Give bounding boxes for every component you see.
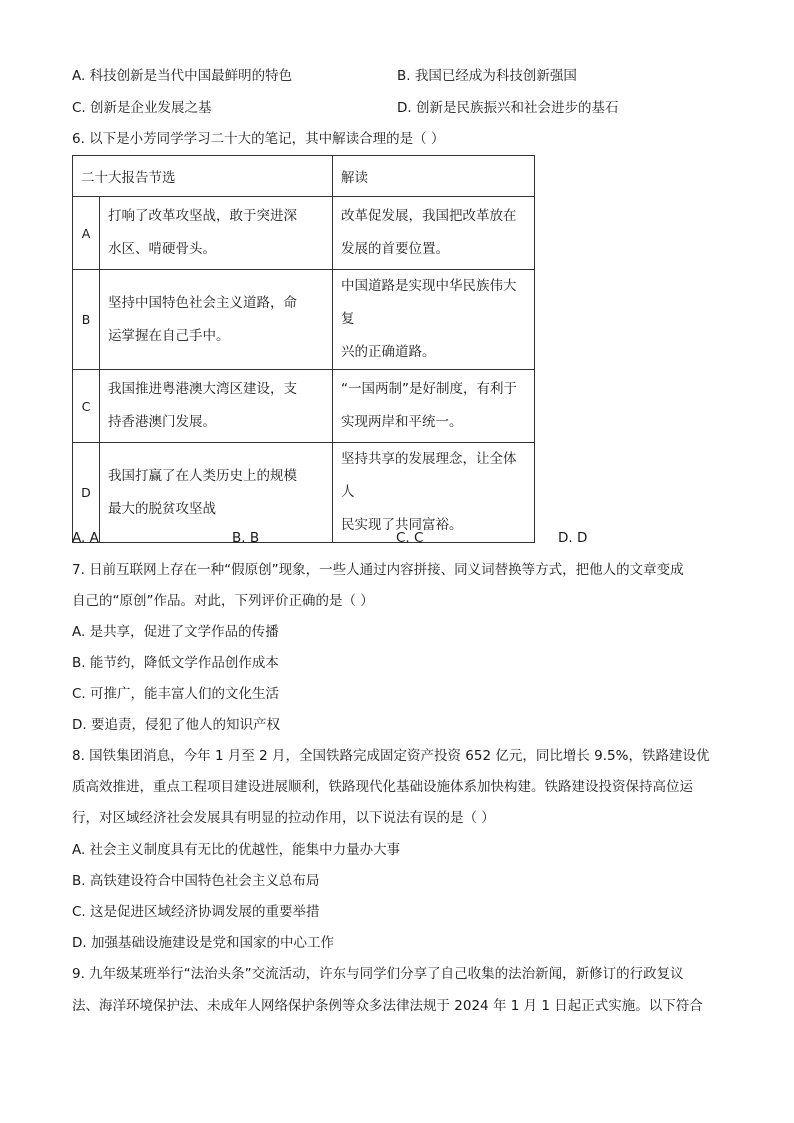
excerpt-line: 我国推进粤港澳大湾区建设，支 [108,381,297,397]
excerpt-line: 坚持中国特色社会主义道路，命 [108,294,297,311]
row-excerpt [100,370,333,443]
q8-stem-line-2: 质高效推进，重点工程项目建设进展顺利，铁路现代化基础设施体系加快构建。铁路建设投资保持高位运 [72,779,693,795]
row-label: C [73,370,100,443]
table-row [73,270,535,370]
q5-option-b: B. 我国已经成为科技创新强国 [397,68,577,84]
q6-option-a: A. A [72,530,99,546]
q7-option-b: B. 能节约，降低文学作品创作成本 [72,655,279,671]
q9-stem-line-2: 法、海洋环境保护法、未成年人网络保护条例等众多法律法规于 2024 年 1 月 1 日起正式实施。以下符合 [72,998,703,1014]
excerpt-line: 运掌握在自己手中。 [108,327,230,344]
row-label: D [73,443,100,543]
interp-line: “一国两制”是好制度，有利于 [341,381,517,397]
row-label: A [73,197,100,270]
q8-option-a: A. 社会主义制度具有无比的优越性，能集中力量办大事 [72,842,401,858]
q6-table [72,155,535,543]
q5-option-d: D. 创新是民族振兴和社会进步的基石 [397,100,619,116]
excerpt-line: 持香港澳门发展。 [108,414,216,430]
q8-stem-line-3: 行，对区域经济社会发展具有明显的拉动作用，以下说法有误的是（ ） [72,810,495,826]
table-row [73,443,535,543]
excerpt-line: 我国打赢了在人类历史上的规模 [108,467,297,484]
interp-line: 中国道路是实现中华民族伟大复 [341,278,517,327]
interp-line: 民实现了共同富裕。 [341,517,463,533]
q7-option-a: A. 是共享，促进了文学作品的传播 [72,624,279,640]
table-row [73,370,535,443]
q7-option-c: C. 可推广，能丰富人们的文化生活 [72,686,280,702]
interp-line: 发展的首要位置。 [341,241,449,257]
q8-stem-line-1: 8. 国铁集团消息，今年 1 月至 2 月，全国铁路完成固定资产投资 652 亿元，同比增长 9.5%，铁路建设优 [72,748,710,764]
q6-table-header [73,156,535,197]
q8-option-b: B. 高铁建设符合中国特色社会主义总布局 [72,873,320,889]
q6-option-b: B. B [232,530,260,546]
row-excerpt [100,270,333,370]
excerpt-line: 最大的脱贫攻坚战 [108,500,216,517]
q6-option-c: C. C [396,530,424,546]
q7-stem-line-1: 7. 日前互联网上存在一种“假原创”现象，一些人通过内容拼接、同义词替换等方式，把他人的文章变成 [72,562,684,578]
q5-option-c: C. 创新是企业发展之基 [72,100,212,116]
q6-header-interpretation: 解读 [333,156,535,197]
excerpt-line: 打响了改革攻坚战，敢于突进深 [108,208,297,224]
q5-option-a: A. 科技创新是当代中国最鲜明的特色 [72,68,293,84]
interp-line: 改革促发展，我国把改革放在 [341,208,517,224]
row-excerpt [100,443,333,543]
q6-stem: 6. 以下是小芳同学学习二十大的笔记，其中解读合理的是（ ） [72,131,445,147]
q6-header-excerpt: 二十大报告节选 [73,156,333,197]
row-interpretation [333,443,535,543]
row-excerpt [100,197,333,270]
q8-option-d: D. 加强基础设施建设是党和国家的中心工作 [72,935,334,951]
excerpt-line: 水区、啃硬骨头。 [108,241,216,257]
row-label: B [73,270,100,370]
row-interpretation [333,270,535,370]
row-interpretation [333,197,535,270]
q8-option-c: C. 这是促进区域经济协调发展的重要举措 [72,904,320,920]
interp-line: 坚持共享的发展理念，让全体人 [341,451,517,500]
table-row [73,197,535,270]
interp-line: 兴的正确道路。 [341,344,436,360]
row-interpretation [333,370,535,443]
q7-stem-line-2: 自己的“原创”作品。对此，下列评价正确的是（ ） [72,593,374,609]
interp-line: 实现两岸和平统一。 [341,414,463,430]
q6-option-d: D. D [558,530,588,546]
q7-option-d: D. 要追责，侵犯了他人的知识产权 [72,717,280,733]
q9-stem-line-1: 9. 九年级某班举行“法治头条”交流活动，许东与同学们分享了自己收集的法治新闻，新修订的行政复议 [72,966,684,982]
